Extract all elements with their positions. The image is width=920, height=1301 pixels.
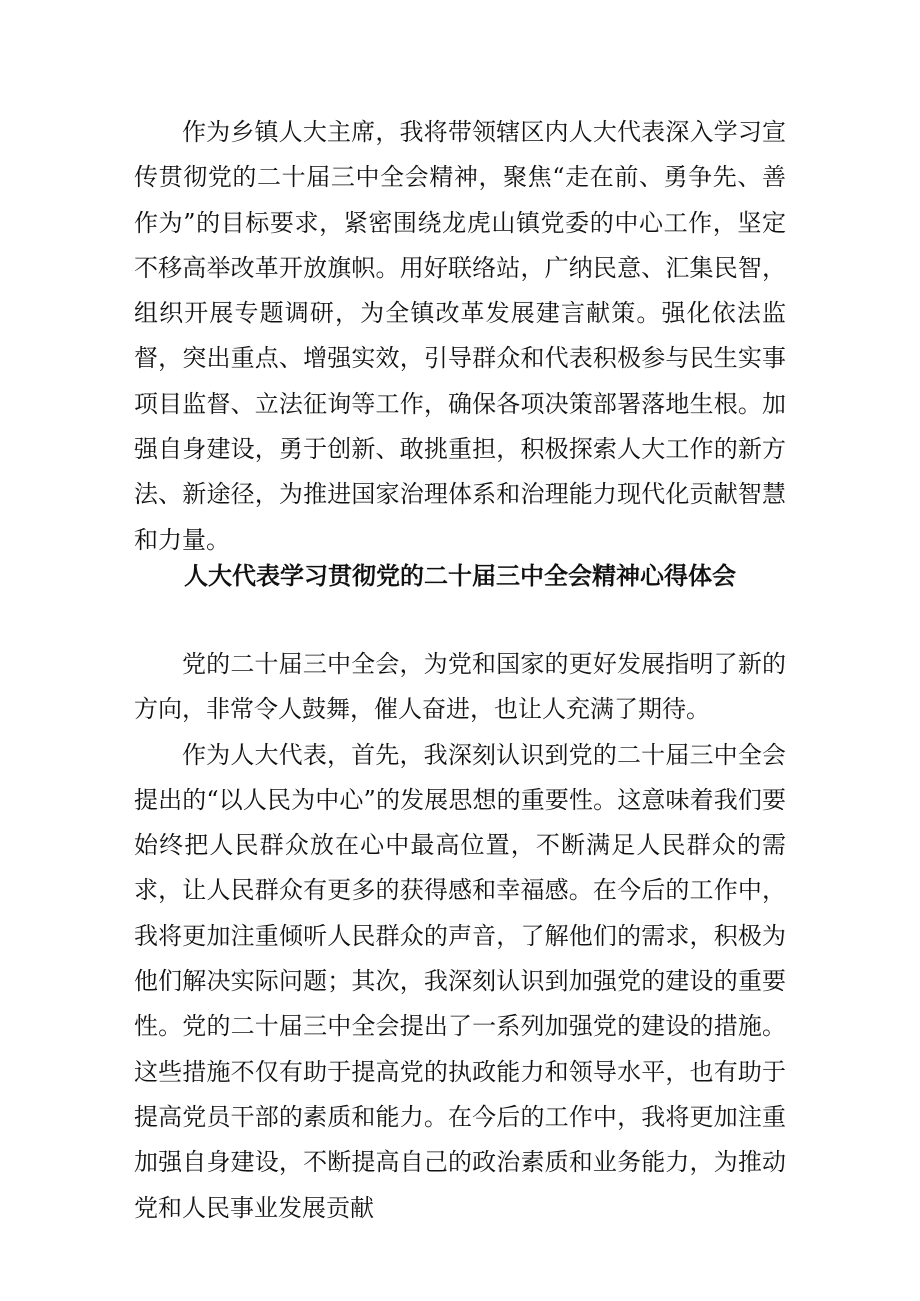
- section2-paragraph-2: 作为人大代表，首先，我深刻认识到党的二十届三中全会提出的“以人民为中心”的发展思想的重要性。这意味着我们要始终把人民群众放在心中最高位置，不断满足人民群众的需求，让人民群众有更多的获得感和幸福感。在今后的工作中，我将更加注重倾听人民群众的声音，了解他们的需求，积极为他们解决实际问题；其次，我深刻认识到加强党的建设的重要性。党的二十届三中全会提出了一系列加强党的建设的措施。这些措施不仅有助于提高党的执政能力和领导水平，也有助于提高党员干部的素质和能力。在今后的工作中，我将更加注重加强自身建设，不断提高自己的政治素质和业务能力，为推动党和人民事业发展贡献: [134, 740, 786, 1222]
- section2-title: 人大代表学习贯彻党的二十届三中全会精神心得体会: [184, 562, 736, 590]
- section2-paragraph-1: 党的二十届三中全会，为党和国家的更好发展指明了新的方向，非常令人鼓舞，催人奋进，也让人充满了期待。: [134, 650, 786, 724]
- section2-body: [134, 642, 786, 1231]
- section1-paragraph-1: 作为乡镇人大主席，我将带领辖区内人大代表深入学习宣传贯彻党的二十届三中全会精神，聚焦“走在前、勇争先、善作为”的目标要求，紧密围绕龙虎山镇党委的中心工作，坚定不移高举改革开放旗帜。用好联络站，广纳民意、汇集民智，组织开展专题调研，为全镇改革发展建言献策。强化依法监督，突出重点、增强实效，引导群众和代表积极参与民生实事项目监督、立法征询等工作，确保各项决策部署落地生根。加强自身建设，勇于创新、敢挑重担，积极探索人大工作的新方法、新途径，为推进国家治理体系和治理能力现代化贡献智慧和力量。: [134, 118, 786, 554]
- section1-body: [134, 110, 786, 563]
